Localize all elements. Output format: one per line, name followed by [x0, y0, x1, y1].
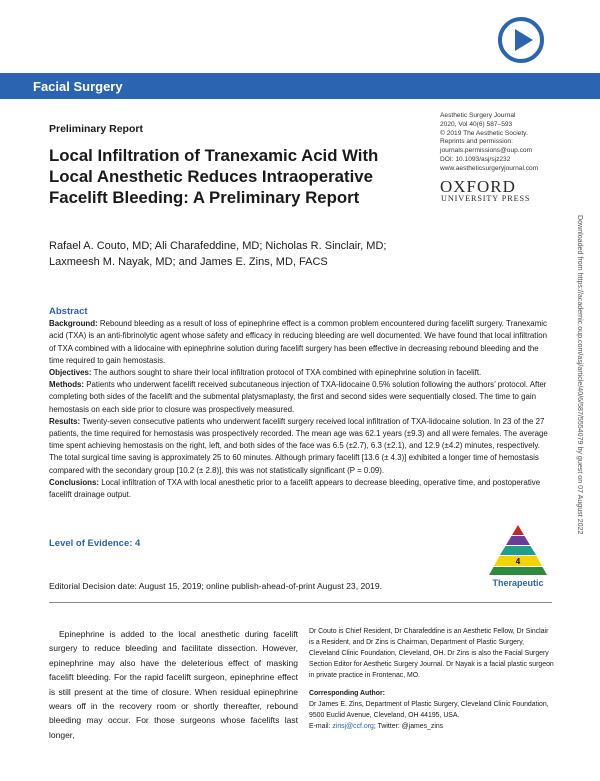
abstract-results-text: Twenty-seven consecutive patients who underwent facelift surgery received local infiltration of TXA-lidocaine solution. In 23 of the 27 patients, the time required for hemostasis was prospectively recorded. The mean age was 62.1 years (±9.3) and all were females. The average time spent achieving hemostasis on the right, left, and both sides of the face was 6.5 (±2.7), 6.3 (±2.1), and 12.9 (±4.2) minutes, respectively. The total surgical time saving is approximately 25 to 60 minutes. Although primary facelift [13.6 (± 4.3)] exhibited a longer time of hemostasis compared with the secondary group [10.2 (± 2.8)], this was not statistically significant (P = 0.09).	[49, 416, 548, 475]
abstract-conclusions-label: Conclusions:	[49, 477, 99, 487]
journal-url[interactable]: www.aestheticsurgeryjournal.com	[440, 164, 539, 172]
pyramid-level: 4	[515, 557, 521, 566]
email-link[interactable]: zinsj@ccf.org	[332, 723, 374, 730]
title-line: Local Anesthetic Reduces Intraoperative	[49, 167, 373, 186]
author-line: Rafael A. Couto, MD; Ali Charafeddine, MD; Nicholas R. Sinclair, MD;	[49, 240, 387, 252]
level-of-evidence: Level of Evidence: 4	[49, 538, 141, 549]
author-line: Laxmeesh M. Nayak, MD; and James E. Zins, MD, FACS	[49, 256, 328, 268]
title-line: Facelift Bleeding: A Preliminary Report	[49, 188, 360, 207]
doi[interactable]: DOI: 10.1093/asj/sjz232	[440, 155, 511, 163]
abstract-heading: Abstract	[49, 306, 88, 317]
author-list	[49, 238, 429, 270]
body-text	[49, 627, 298, 742]
abstract-conclusions	[49, 477, 552, 501]
download-notice-text: Downloaded from https://academic.oup.com/asj/article/40/6/587/5554079 by guest on 07 August 2022	[576, 215, 584, 535]
journal-name: Aesthetic Surgery Journal	[440, 112, 516, 119]
abstract-objectives-text: The authors sought to share their local infiltration protocol of TXA combined with epinephrine solution in facelift.	[93, 368, 482, 378]
play-video-icon[interactable]	[497, 16, 545, 64]
email-label: E-mail:	[309, 723, 331, 730]
abstract-methods-label: Methods:	[49, 380, 85, 390]
editorial-dates: Editorial Decision date: August 15, 2019; online publish-ahead-of-print August 23, 2019.	[49, 581, 382, 591]
permissions-email[interactable]: journals.permissions@oup.com	[440, 147, 533, 155]
abstract-background	[49, 318, 552, 367]
corresponding-author-address: Dr James E. Zins, Department of Plastic Surgery, Cleveland Clinic Foundation, 9500 Euclid Avenue, Cleveland, OH 44195, USA.	[309, 701, 549, 719]
corresponding-author-heading: Corresponding Author:	[309, 690, 385, 697]
reprints-label: Reprints and permission:	[440, 138, 513, 146]
abstract-results	[49, 416, 552, 477]
publisher-logo: OXFORD	[440, 177, 516, 196]
twitter-handle: ; Twitter: @james_zins	[373, 723, 444, 730]
journal-meta	[440, 112, 570, 174]
abstract-background-label: Background:	[49, 319, 98, 329]
abstract-objectives-label: Objectives:	[49, 368, 92, 378]
download-notice	[573, 215, 587, 575]
article-type: Preliminary Report	[49, 123, 143, 135]
article-title	[49, 145, 389, 208]
body-paragraph: Epinephrine is added to the local anesthetic during facelift surgery to reduce bleeding and facilitate dissection. However, epinephrine may also have the deleterious effect of masking facelift bleeding. For the rapid facelift surgeon, epinephrine effect is still present at the time of closure. When residual epinephrine wears off in the recovery room or shortly thereafter, rebound bleeding may occur. For those surgeons whose facelifts last longer,	[49, 629, 298, 740]
abstract-objectives	[49, 367, 552, 379]
section-banner-title: Facial Surgery	[33, 79, 123, 94]
copyright: © 2019 The Aesthetic Society.	[440, 129, 528, 137]
pyramid-caption: Therapeutic	[492, 578, 544, 588]
abstract-background-text: Rebound bleeding as a result of loss of epinephrine effect is a common problem encountered during facelift surgery. Tranexamic acid (TXA) is an anti-fibrinolytic agent whose safety and efficacy in reducing bleeding are well documented. We have found that local infiltration of TXA combined with a lidocaine with epinephrine solution during facelift surgery has been effective in decreasing rebound bleeding and the time required to gain hemostasis.	[49, 319, 547, 365]
abstract-methods	[49, 379, 552, 416]
abstract	[49, 306, 552, 501]
affiliations-box	[309, 626, 555, 732]
journal-volume: 2020, Vol 40(6) 587–593	[440, 120, 513, 128]
corresponding-author-contact	[309, 721, 555, 732]
affiliations: Dr Couto is Chief Resident, Dr Charafeddine is an Aesthetic Fellow, Dr Sinclair is a Resident, and Dr Zins is Chairman, Department of Plastic Surgery, Cleveland Clinic Foundation, Cleveland, OH. Dr Zins is also the Facial Surgery Section Editor for Aesthetic Surgery Journal. Dr Nayak is a facial plastic surgeon in private practice in Frontenac, MO.	[309, 628, 554, 679]
title-line: Local Infiltration of Tranexamic Acid With	[49, 146, 379, 165]
abstract-results-label: Results:	[49, 416, 81, 426]
divider	[49, 602, 552, 603]
abstract-methods-text: Patients who underwent facelift received subcutaneous injection of TXA-lidocaine 0.5% solution following the authors’ protocol. After completing both sides of the facelift and the submental platysmaplasty, the first and second sides were sequentially closed. The time to gain hemostasis on each side prior to closure was prospectively measured.	[49, 380, 547, 414]
abstract-conclusions-text: Local infiltration of TXA with local anesthetic prior to a facelift appears to decrease bleeding, operative time, and postoperative facelift drainage output.	[49, 477, 541, 500]
evidence-pyramid-icon	[484, 523, 552, 591]
publisher-logo-sub: UNIVERSITY PRESS	[441, 194, 531, 203]
